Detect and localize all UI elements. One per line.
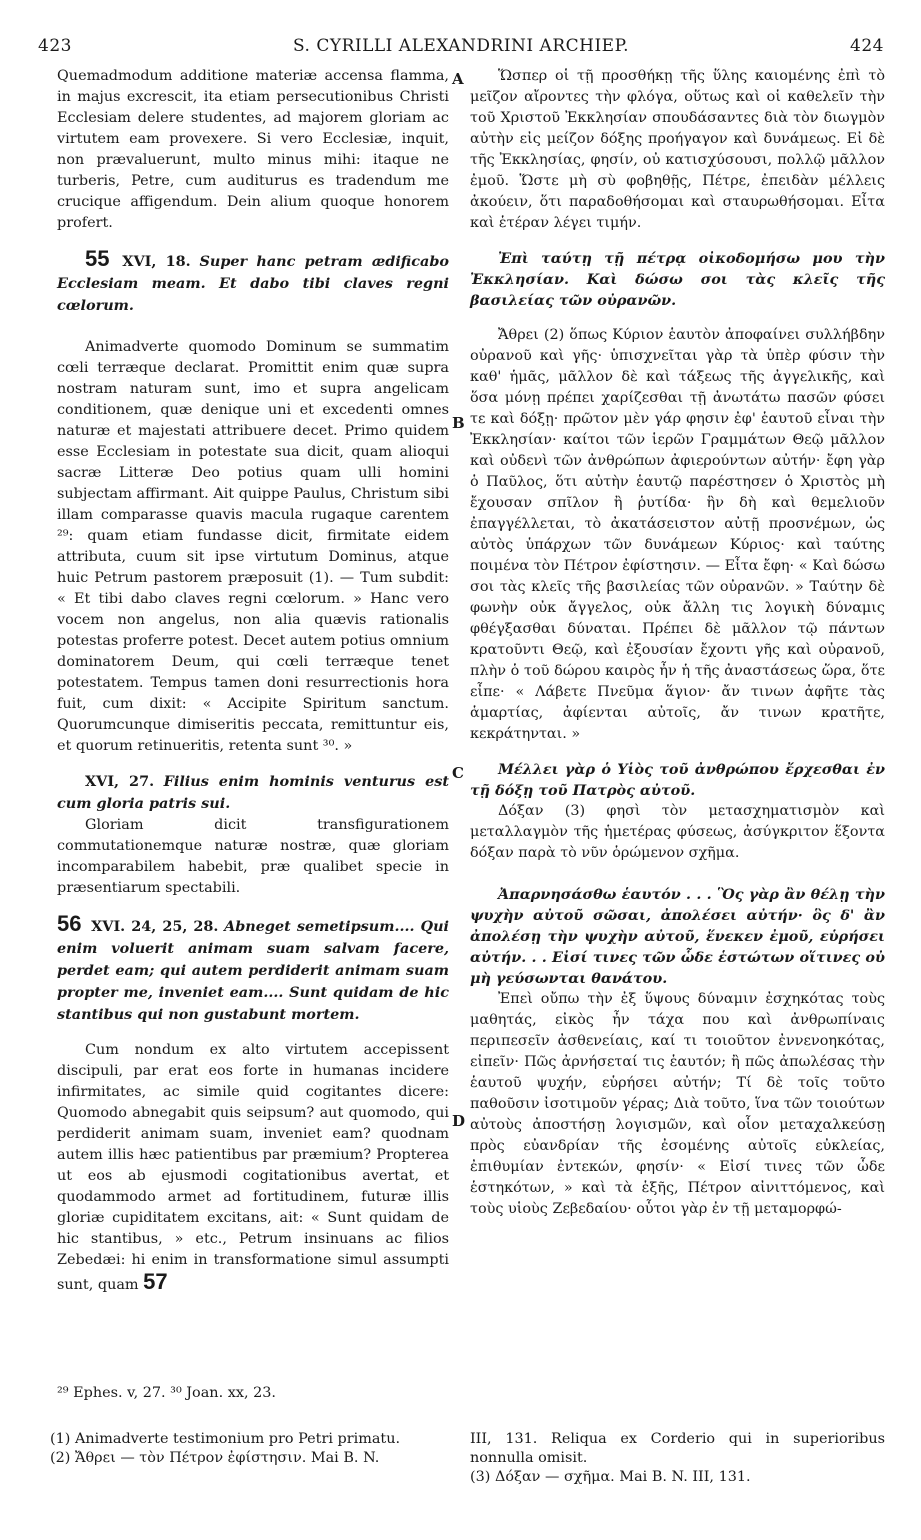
verse-reference: XVI. 24, 25, 28.: [91, 918, 219, 935]
footnotes-right: [470, 1430, 885, 1487]
latin-verse-27: [57, 771, 449, 815]
spacer: [57, 234, 449, 248]
verse-reference: XVI, 27.: [85, 773, 155, 790]
verse-quote: Abneget semetipsum.... Qui enim voluerit animam suam salvam facere, perdet eam; qui autem perdiderit animam suam propter me, inveniet eam.... Sunt quidam de hic stantibus qui non gustabunt mortem.: [57, 918, 450, 1023]
spacer: [470, 311, 885, 325]
margin-mark-a: A: [452, 70, 464, 88]
section-number-57: 57: [143, 1269, 168, 1294]
verse-reference: XVI, 18.: [122, 253, 191, 270]
latin-paragraph-4-text: Cum nondum ex alto virtutem accepissent discipuli, par erat eos forte in humanas incidere infirmitates, ac simile quid cogitantes dicere: Quomodo abnegabit quis seipsum? aut quomodo, qui perdiderit animam suam, inveniet eam? quodnam autem illis hæc patientibus par præmium? Propterea ut eos ab ejusmodi cogitationibus avertat, et quodammodo armet ad fortitudinem, futuræ illis gloriæ cupiditatem excitans, ait: « Sunt quidam de hic stantibus, » etc., Petrum insinuans ac filios Zebedæi: hi enim in transformatione simul assumpti sunt, quam: [57, 1042, 449, 1293]
spacer: [470, 864, 885, 884]
footnote-1: (1) Animadverte testimonium pro Petri primatu.: [50, 1431, 401, 1447]
latin-verse-56: [57, 913, 449, 1026]
page-number-right: 424: [850, 36, 884, 56]
margin-mark-d: D: [452, 1112, 466, 1130]
verse-quote: Filius enim hominis venturus est cum gloria patris sui.: [57, 773, 449, 812]
latin-paragraph-2: Animadverte quomodo Dominum se summatim cœli terræque declarat. Promittit enim quæ supra nostram naturam sunt, imo et supra angelicam conditionem, quæ denique uni et excedenti omnes naturæ et majestati attribuere decet. Primo quidem esse Ecclesiam in potestate sua dicit, quam alioqui sacræ Litteræ Deo potius quam ulli homini subjectam affirmant. Ait quippe Paulus, Christum sibi illam comparasse quavis macula rugaque carentem ²⁹: quam etiam fundasse dicit, firmitate eidem attributa, cuum sit ipse virtutum Dominus, atque huic Petrum pastorem præposuit (1). — Tum subdit: « Et tibi dabo claves regni cœlorum. » Hanc vero vocem non angelus, non alia quævis rationalis potestas proferre potest. Decet autem potius omnium dominatorem Deum, qui cœli terræque tenet potestatem. Tempus tamen doni resurrectionis hora fuit, cum dixit: « Accipite Spiritum sanctum. Quorumcunque dimiseritis peccata, remittuntur eis, et quorum retinueritis, retenta sunt ³⁰. »: [57, 339, 449, 754]
footnotes-left: [50, 1430, 450, 1468]
latin-paragraph-1: Quemadmodum additione materiæ accensa flamma, in majus excrescit, ita etiam persecutionibus Christi Ecclesiam delere studentes, ad majorem gloriam ac virtutem eam provexere. Si vero Ecclesiæ, inquit, non prævaluerunt, multo minus mihi: itaque ne turberis, Petre, cum auditurus es tradendum me crucique affigendum. Dein alium quoque honorem profert.: [57, 68, 449, 231]
greek-paragraph-2: Ἄθρει (2) ὅπως Κύριον ἑαυτὸν ἀποφαίνει συλλήβδην οὐρανοῦ καὶ γῆς· ὑπισχνεῖται γὰρ τὰ ὑπὲρ φύσιν τὴν καθ' ἡμᾶς, μᾶλλον δὲ καὶ τάξεως τῆς ἀγγελικῆς, καὶ ὅσα μόνῃ πρέπει χαρίζεσθαι τῇ ἀνωτάτω πασῶν φύσει τε καὶ δόξῃ· πρῶτον μὲν γάρ φησιν ἐφ' ἑαυτοῦ εἶναι τὴν Ἐκκλησίαν· καίτοι τῶν ἱερῶν Γραμμάτων Θεῷ μᾶλλον καὶ οὐδενὶ τῶν ἀνθρώπων ἀφιερούντων αὐτήν· ἔφη γὰρ ὁ Παῦλος, ὅτι αὐτὴν ἑαυτῷ παρέστησεν ὁ Χριστὸς μὴ ἔχουσαν σπῖλον ἢ ῥυτίδα· ἣν δὴ καὶ θεμελιοῦν ἐπαγγέλλεται, τὸ ἀκατάσειστον αὐτῇ προσνέμων, ὡς αὐτὸς ὑπάρχων τῶν δυνάμεων Κύριος· καὶ ταύτης ποιμένα τὸν Πέτρον ἐφίστησιν. — Εἶτα ἔφη· « Καὶ δώσω σοι τὰς κλεῖς τῆς βασιλείας τῶν οὐρανῶν. » Ταύτην δὲ φωνὴν οὐκ ἄγγελος, οὐκ ἄλλη τις λογικὴ δύναμις φθέγξασθαι δύναται. Πρέπει δὲ μᾶλλον τῷ πάντων κρατοῦντι Θεῷ, καὶ ἐξουσίαν ἔχοντι γῆς καὶ οὐρανοῦ, πλὴν ὁ τοῦ δώρου καιρὸς ἦν ἡ τῆς ἀναστάσεως ὥρα, ὅτε εἶπε· « Λάβετε Πνεῦμα ἅγιον· ἄν τινων ἀφῆτε τὰς ἁμαρτίας, ἀφίενται αὐτοῖς, ἄν τινων κρατῆτε, κεκράτηνται. »: [470, 327, 885, 742]
spacer: [57, 757, 449, 771]
greek-paragraph-1: Ὥσπερ οἱ τῇ προσθήκῃ τῆς ὕλης καιομένης ἐπὶ τὸ μεῖζον αἴροντες τὴν φλόγα, οὕτως καὶ οἱ καθελεῖν τὴν τοῦ Χριστοῦ Ἐκκλησίαν σπουδάσαντες διὰ τὸν διωγμὸν αὐτὴν εἰς μείζον δόξης προήγαγον καὶ δυνάμεως. Εἰ δὲ τῆς Ἐκκλησίας, φησίν, οὐ κατισχύσουσι, πολλῷ μᾶλλον ἐμοῦ. Ὥστε μὴ σὺ φοβηθῇς, Πέτρε, ἐπειδὰν μέλλεις ἀκούειν, ὅτι παραδοθήσομαι καὶ σταυρωθήσομαι. Εἶτα καὶ ἑτέραν λέγει τιμήν.: [470, 68, 885, 231]
latin-verse-55: [57, 248, 449, 317]
spacer: [470, 234, 885, 248]
spacer: [470, 745, 885, 759]
page-number-left: 423: [38, 36, 72, 56]
footnote-2: (2) Ἄθρει — τὸν Πέτρον ἐφίστησιν. Mai B. N.: [50, 1450, 380, 1466]
greek-verse-27: Μέλλει γὰρ ὁ Υἱὸς τοῦ ἀνθρώπου ἔρχεσθαι ἐν τῇ δόξῃ τοῦ Πατρὸς αὐτοῦ.: [470, 761, 885, 799]
latin-paragraph-4: [57, 1040, 449, 1296]
scripture-references: ²⁹ Ephes. v, 27. ³⁰ Joan. xx, 23.: [57, 1385, 276, 1401]
running-title: S. CYRILLI ALEXANDRINI ARCHIEP.: [293, 36, 629, 56]
greek-verse-56: Ἀπαρνησάσθω ἑαυτόν . . . Ὃς γὰρ ἂν θέλῃ τὴν ψυχὴν αὐτοῦ σῶσαι, ἀπολέσει αὐτήν· ὃς δ' ἂν ἀπολέσῃ τὴν ψυχὴν αὐτοῦ, ἕνεκεν ἐμοῦ, εὑρήσει αὐτήν. . . Εἰσί τινες τῶν ὧδε ἑστώτων οἵτινες οὐ μὴ γεύσωνται θανάτου.: [470, 886, 885, 987]
margin-mark-b: B: [452, 414, 465, 432]
greek-paragraph-3: Δόξαν (3) φησὶ τὸν μετασχηματισμὸν καὶ μεταλλαγμὸν τῆς ἡμετέρας φύσεως, ἀσύγκριτον ἕξοντα δόξαν παρὰ τὸ νῦν ὁρώμενον σχῆμα.: [470, 803, 885, 861]
greek-column: [470, 66, 885, 1220]
margin-mark-c: C: [452, 764, 464, 782]
footnote-3: (3) Δόξαν — σχῆμα. Mai B. N. III, 131.: [470, 1469, 751, 1485]
greek-verse-55: Ἐπὶ ταύτῃ τῇ πέτρᾳ οἰκοδομήσω μου τὴν Ἐκκλησίαν. Καὶ δώσω σοι τὰς κλεῖς τῆς βασιλείας τῶν οὐρανῶν.: [470, 250, 885, 309]
section-number-56: 56: [57, 911, 82, 936]
spacer: [57, 1026, 449, 1040]
latin-column: [57, 66, 449, 1296]
latin-paragraph-3: Gloriam dicit transfigurationem commutationemque naturæ nostræ, quæ gloriam incomparabilem habebit, præ qualibet specie in præsentiarum spectabili.: [57, 817, 449, 896]
spacer: [57, 899, 449, 913]
footnote-continuation: III, 131. Reliqua ex Corderio qui in superioribus nonnulla omisit.: [470, 1431, 885, 1466]
greek-paragraph-4: Ἐπεὶ οὔπω τὴν ἐξ ὕψους δύναμιν ἐσχηκότας τοὺς μαθητάς, εἰκὸς ἦν τάχα που καὶ ἀνθρωπίναις περιπεσεῖν ἀσθενείαις, καί τι τοιοῦτον ἐννενοηκότας, εἰπεῖν· Πῶς ἀρνήσεταί τις ἑαυτόν; ἢ πῶς ἀπωλέσας τὴν ἑαυτοῦ ψυχήν, εὑρήσει αὐτήν; Τί δὲ τοῖς τοῦτο παθοῦσιν ἰσοτιμοῦν γέρας; Διὰ τοῦτο, ἵνα τῶν τοιούτων αὐτοὺς ἀποστήσῃ λογισμῶν, καὶ οἷον μεταχαλκεύσῃ πρὸς εὐανδρίαν τῆς ἐσομένης αὐτοῖς εὐκλείας, ἐπιθυμίαν ἐντεκών, φησίν· « Εἰσί τινες τῶν ὧδε ἑστηκότων, » καὶ τὰ ἑξῆς, Πέτρον αἰνιττόμενος, καὶ τοὺς υἱοὺς Ζεβεδαίου· οὗτοι γὰρ ἐν τῇ μεταμορφώ-: [470, 991, 885, 1217]
section-number-55: 55: [85, 246, 110, 271]
spacer: [57, 317, 449, 337]
verse-quote: Super hanc petram ædificabo Ecclesiam meam. Et dabo tibi claves regni cœlorum.: [57, 253, 450, 314]
running-header: [38, 36, 884, 62]
